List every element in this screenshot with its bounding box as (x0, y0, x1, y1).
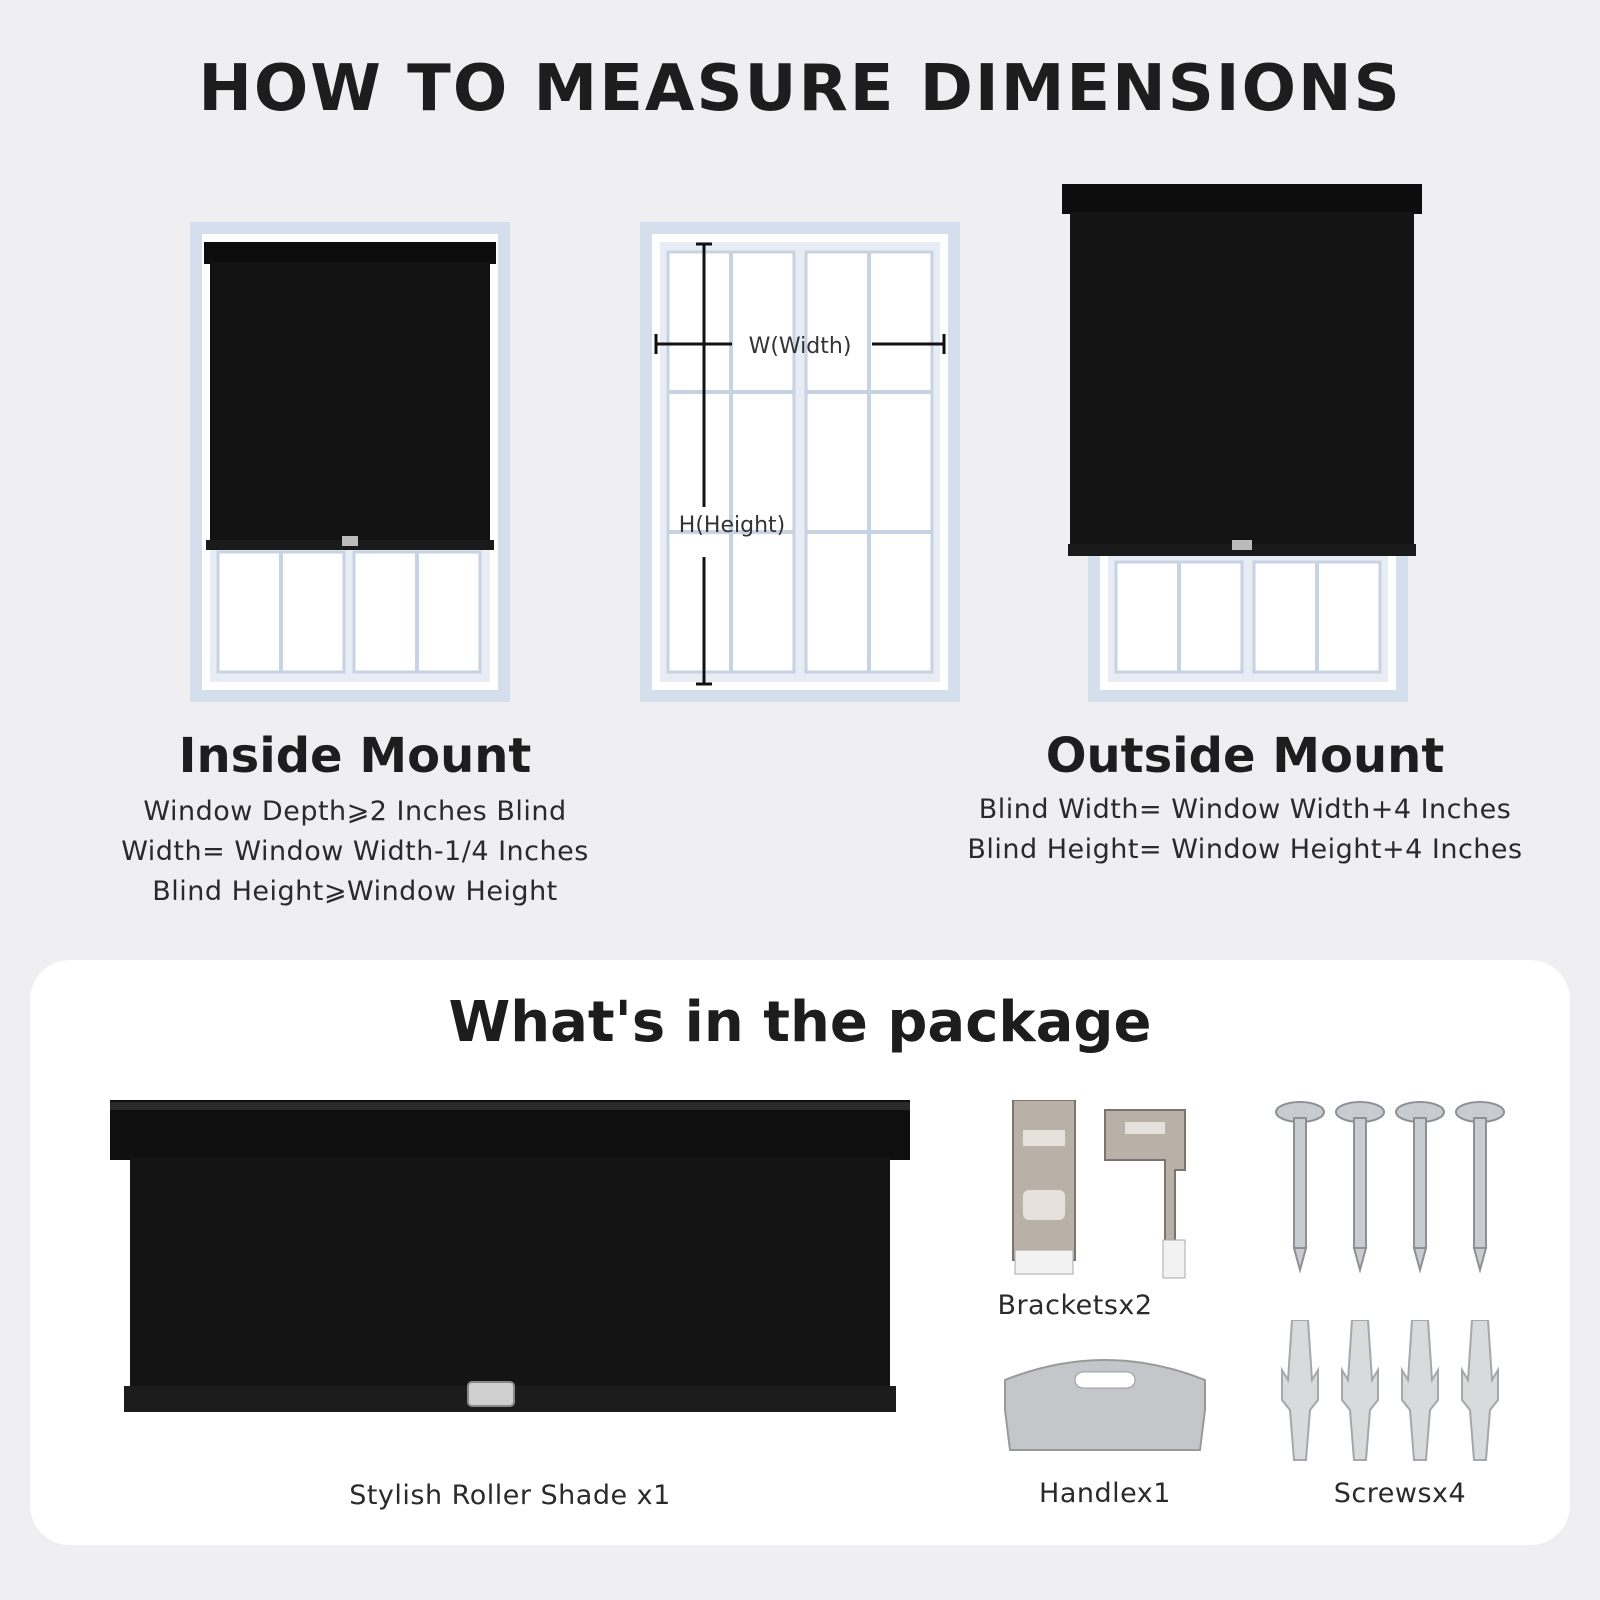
inside-mount-illustration (190, 222, 510, 702)
outside-mount-description (940, 790, 1550, 870)
inside-mount-line: Width= Window Width-1/4 Inches (121, 836, 589, 867)
brackets-image (1005, 1100, 1205, 1280)
outside-mount-title: Outside Mount (1045, 728, 1445, 784)
package-title: What's in the package (448, 990, 1152, 1055)
shade-caption: Stylish Roller Shade x1 (349, 1480, 671, 1511)
inside-mount-line: Blind Height⩾Window Height (152, 876, 558, 907)
package-card (30, 960, 1570, 1545)
inside-mount-description (80, 792, 630, 912)
screws-image (1270, 1100, 1530, 1280)
page-title: HOW TO MEASURE DIMENSIONS (198, 52, 1402, 126)
screws-caption: Screwsx4 (1333, 1478, 1467, 1509)
width-label: W(Width) (748, 334, 852, 359)
inside-mount-line: Window Depth⩾2 Inches Blind (143, 796, 567, 827)
handle-image (995, 1350, 1215, 1460)
roller-shade-image (110, 1100, 910, 1420)
brackets-caption: Bracketsx2 (997, 1290, 1153, 1321)
outside-mount-line: Blind Width= Window Width+4 Inches (978, 794, 1512, 825)
outside-mount-illustration (1062, 184, 1422, 704)
anchors-image (1270, 1320, 1530, 1470)
handle-caption: Handlex1 (1039, 1478, 1171, 1509)
inside-mount-title: Inside Mount (178, 728, 532, 784)
outside-mount-line: Blind Height= Window Height+4 Inches (967, 834, 1523, 865)
measure-illustration (640, 222, 960, 702)
height-label: H(Height) (678, 513, 786, 538)
